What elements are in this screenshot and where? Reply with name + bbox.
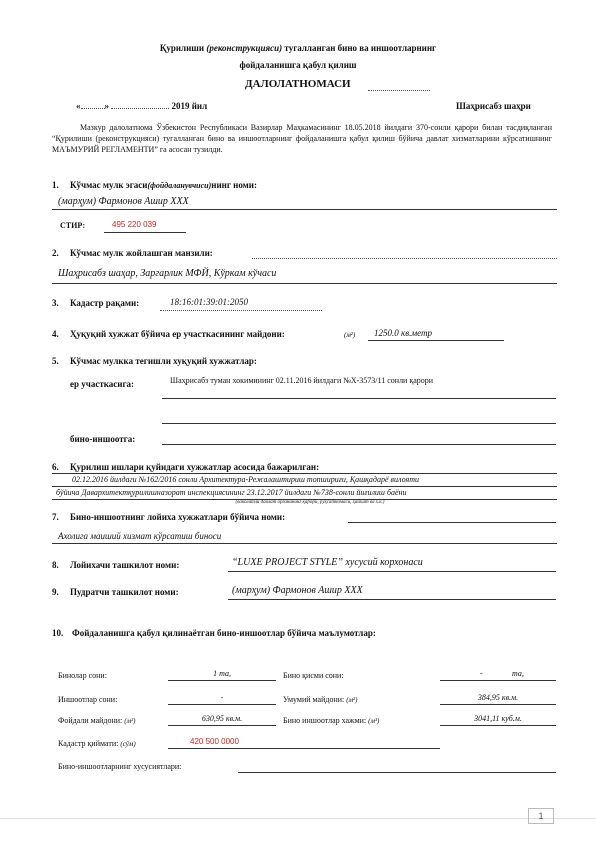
total-area-label-text: Умумий майдони: — [283, 695, 345, 704]
contractor-org-underline — [228, 599, 556, 600]
section-8-number: 8. — [52, 560, 59, 570]
section-3-number: 3. — [52, 298, 59, 308]
section-2-number: 2. — [52, 248, 59, 258]
section-6-underline-1 — [52, 486, 557, 487]
date-year: 2019 йил — [171, 101, 208, 111]
structures-count-value[interactable]: - — [220, 693, 224, 702]
section-1-number: 1. — [52, 180, 59, 190]
cadastral-value-label — [58, 739, 136, 748]
building-docs-underline — [162, 444, 556, 445]
project-name-value[interactable]: Ахолига маиший хизмат кўрсатиш биноси — [58, 531, 222, 541]
project-name-underline — [52, 543, 557, 544]
date-close-quote: » — [104, 101, 109, 111]
total-area-value[interactable]: 384,95 кв.м. — [477, 693, 519, 702]
stir-value[interactable]: 495 220 039 — [112, 220, 157, 229]
section-9-label: Пудратчи ташкилот номи: — [70, 587, 179, 597]
title-line-2: фойдаланишга қабул қилиш — [239, 60, 357, 70]
building-parts-label: Бино қисми сони: — [283, 671, 344, 680]
volume-label-text: Бино иншоотлар хажми: — [283, 716, 367, 725]
city-name: Шаҳрисабз шаҳри — [456, 101, 531, 111]
address-underline — [52, 283, 557, 284]
total-area-label — [283, 695, 357, 704]
volume-unit: (м³) — [368, 717, 380, 725]
land-docs-underline-1 — [162, 398, 556, 399]
features-underline — [238, 772, 556, 773]
section-8-label: Лойихачи ташкилот номи: — [70, 560, 180, 570]
building-docs-label: бино-иншоотга: — [70, 434, 136, 444]
section-2-label: Кўчмас мулк жойлашган манзили: — [70, 248, 213, 258]
land-area-value[interactable]: 1250.0 кв.метр — [374, 328, 432, 338]
features-label: Бино-иншоотларнинг хусусиятлари: — [58, 762, 182, 771]
intro-paragraph: Мазкур далолатнома Ўзбекистон Республикаси Вазирлар Маҳкамасининг 18.05.2018 йилдаги 370-сонли қарори билан тасдиқланган “Қурилиши (реконструкцияси) тугалланган бино ва иншоотларнинг фойдаланишга қабул қилиш бўйича давлат хизматларини кўрсатишнинг МАЪМУРИЙ РЕГЛАМЕНТИ” га асосан тузилди. — [52, 123, 552, 154]
label-part: нинг номи: — [211, 180, 257, 190]
land-docs-underline-2 — [162, 423, 556, 424]
section-9-number: 9. — [52, 587, 59, 597]
land-docs-value[interactable]: Шаҳрисабз туман хокимининг 02.11.2016 йилдаги №Х-3573/11 сонли қарори — [170, 376, 434, 385]
land-area-unit: (м²) — [344, 331, 356, 339]
useful-area-unit: (м²) — [124, 717, 136, 725]
structures-count-underline — [168, 704, 276, 705]
title-part: Қурилиши — [159, 43, 207, 53]
section-3-label: Кадастр рақами: — [70, 298, 140, 308]
cadastral-value-underline — [168, 748, 440, 749]
buildings-count-underline — [168, 680, 276, 681]
address-value[interactable]: Шаҳрисабз шаҳар, Заргарлик МФЙ, Кўркам кўчаси — [58, 268, 277, 279]
land-area-underline — [368, 340, 504, 341]
section-5-label: Кўчмас мулкка тегишли хуқуқий хужжатлар: — [70, 356, 257, 366]
title-line-1 — [0, 43, 596, 53]
footer-divider — [0, 818, 596, 819]
section-6-label: Қурилиш ишлари қуйидаги хужжатлар асосида бажарилган: — [70, 462, 320, 472]
title-blank-line — [368, 90, 430, 91]
date-field — [76, 101, 207, 111]
label-part: Кўчмас мулк эгаси — [70, 180, 148, 190]
cadastral-value-label-text: Кадастр қиймати: — [58, 739, 119, 748]
date-open-quote: « — [76, 101, 81, 111]
owner-underline — [52, 209, 557, 210]
buildings-count-label: Бинолар сони: — [58, 671, 107, 680]
useful-area-value[interactable]: 630,95 кв.м. — [201, 714, 243, 723]
useful-area-underline — [168, 725, 276, 726]
section-4-label: Ҳуқуқий хужжат бўйича ер участкасининг майдони: — [70, 329, 285, 339]
construction-docs-line-1[interactable]: 02.12.2016 йилдаги №162/2016 сонли Архитектура-Режалаштириш топшириғи, Қашқадарё вилояти — [72, 475, 419, 484]
cadastral-value-unit: (сўм) — [120, 740, 136, 748]
volume-label — [283, 716, 379, 725]
structures-count-label: Иншоотлар сони: — [58, 695, 118, 704]
cadastral-number-line — [160, 310, 322, 311]
construction-docs-note: (ваколатли давлат органининг қарори, руҳсатномаси, ҳайъат ва х.к.) — [235, 500, 385, 505]
owner-name[interactable]: (марҳум) Фармонов Ашир ХХХ — [58, 196, 189, 207]
section-7-label: Бино-иншоотнинг лойиха хужжатлари бўйича номи: — [70, 512, 286, 522]
label-part-italic: (фойдаланувчиси) — [147, 181, 212, 190]
section-6-number: 6. — [52, 462, 59, 472]
cadastral-value-value[interactable]: 420 500 0000 — [190, 737, 239, 746]
useful-area-label-text: Фойдали майдони: — [58, 716, 123, 725]
project-name-line-1 — [348, 522, 556, 523]
building-parts-underline — [440, 680, 556, 681]
section-5-number: 5. — [52, 356, 59, 366]
title-line-3: ДАЛОЛАТНОМАСИ — [245, 78, 351, 90]
section-4-number: 4. — [52, 329, 59, 339]
volume-underline — [440, 725, 556, 726]
cadastral-number[interactable]: 18:16:01:39:01:2050 — [170, 297, 248, 307]
section-10-number: 10. — [52, 628, 64, 638]
building-parts-unit: та, — [512, 669, 524, 678]
date-month-blank[interactable] — [111, 108, 169, 109]
buildings-count-value[interactable]: 1 та, — [213, 669, 231, 678]
section-7-number: 7. — [52, 512, 59, 522]
address-dotted-line — [252, 258, 557, 259]
land-docs-label: ер участкасига: — [70, 379, 135, 389]
building-parts-value[interactable]: - — [480, 669, 483, 678]
stir-underline — [104, 232, 186, 233]
volume-value[interactable]: 3041,11 куб.м. — [474, 714, 522, 723]
section-10-label: Фойдаланишга қабул қилинаётган бино-иншоотлар бўйича маълумотлар: — [72, 628, 376, 638]
useful-area-label — [58, 716, 136, 725]
construction-docs-line-2[interactable]: бўйича Давархитектқурилишназорат инспекциясининг 23.12.2017 йилдаги №738-сонли йиғилиш баёни — [56, 488, 407, 497]
designer-org-value[interactable]: “LUXE PROJECT STYLE” хусусий корхонаси — [232, 557, 423, 568]
date-day-blank[interactable] — [81, 108, 105, 109]
section-1-label — [70, 180, 257, 190]
title-part-italic: (реконструкцияси) — [206, 43, 283, 53]
title-part: тугалланган бино ва иншоотларнинг — [282, 43, 437, 53]
stir-label: СТИР: — [60, 221, 86, 230]
contractor-org-value[interactable]: (марҳум) Фармонов Ашир ХХХ — [232, 585, 363, 596]
section-6-underline-0 — [52, 473, 557, 474]
total-area-underline — [440, 704, 556, 705]
total-area-unit: (м²) — [346, 696, 358, 704]
page-number: 1 — [528, 808, 554, 824]
designer-org-underline — [228, 571, 556, 572]
